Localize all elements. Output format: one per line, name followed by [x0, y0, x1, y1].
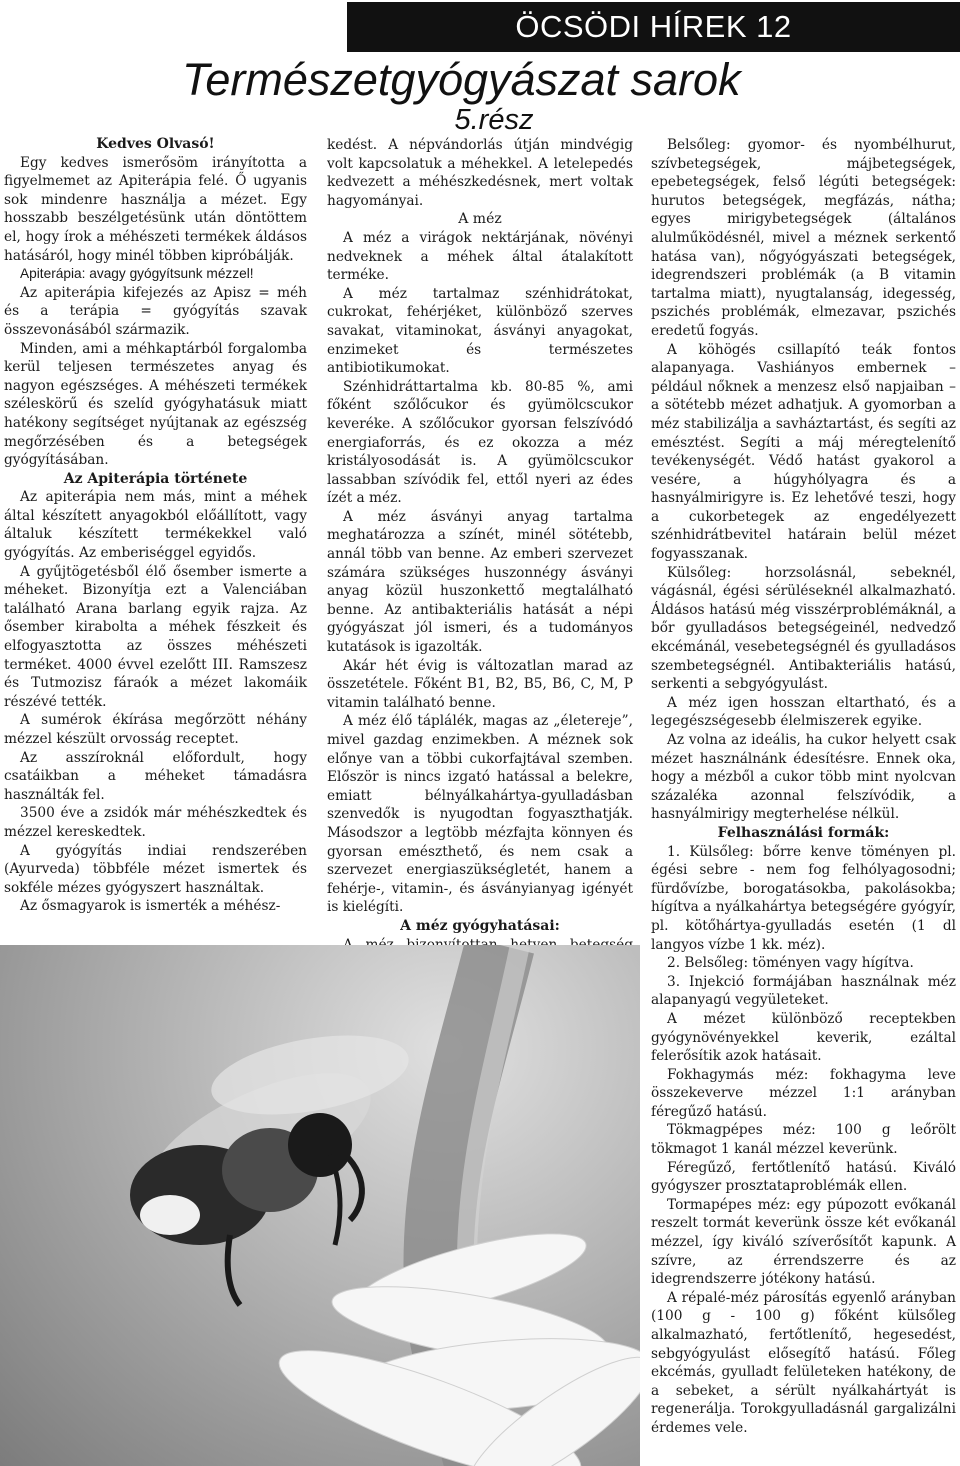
paragraph: Egy kedves ismerősöm irányította a figyelmemet az Apiterápia felé. Ő ugyanis sok mindenre használja a mézet. Egy hosszabb beszélgetésünk után döntöttem el, hogy írok a méhészeti termékek áldásos hatásáról, hogy minél többen kipróbálják.: [4, 154, 307, 264]
greeting-heading: Kedves Olvasó!: [96, 136, 215, 152]
paragraph: A méz élő táplálék, magas az „életereje”, mivel gazdag enzimekben. A méznek sok előnye van a többi cukorfajtával szemben. Először is nincs izgató hatással a belekre, emiatt bélnyálkahártya-gyulladásban szenvedők is nyugodtan fogyaszthatják. Másodszor a legtöbb mézfajta könnyen és gyorsan emészthető, és nem csak a szervezet energiaszükségletét, hanem a fehérje-, vitamin-, és ásványianyag igényét is kielégíti.: [327, 713, 633, 916]
bee: [130, 1022, 415, 1305]
paragraph: Tökmagpépes méz: 100 g leőrölt tökmagot 1 kanál mézzel keverünk.: [651, 1122, 956, 1158]
section-heading: Felhasználási formák:: [717, 824, 890, 841]
page-title: Természetgyógyászat sarok: [182, 54, 741, 105]
part-number: 5.rész: [454, 104, 534, 136]
paragraph: A méz a virágok nektárjának, növényi nedveknek a méhek által átalakított terméke.: [327, 229, 633, 284]
paragraph: A mézet különböző receptekben gyógynövényekkel keverik, ezáltal felerősítik azok hatásait.: [651, 1010, 956, 1065]
bee-illustration: [0, 945, 640, 1466]
paragraph: A sumérok ékírása megőrzött néhány mézzel készült orvosság receptet.: [4, 712, 307, 747]
paragraph: A gyűjtögetésből élő ősember ismerte a méheket. Bizonyítja ezt a Valenciában található Arana barlang egyik rajza. Az ősember kirabolta a méhek fészkeit és elfogyasztotta az összes méhészeti terméket. 4000 évvel ezelőtt III. Ramszesz és Tutmozisz fáraók a mézet lakomáik részévé tették.: [4, 563, 307, 710]
paragraph: 3. Injekció formájában használnak méz alapanyagú vegyületeket.: [651, 973, 956, 1009]
paragraph: 2. Belsőleg: töményen vagy hígítva.: [667, 955, 914, 972]
paragraph: Tormapépes méz: egy púpozott evőkanál reszelt tormát keverünk össze két evőkanál mézzel, így kiváló szíverősítőt kapunk. A szívre, az érrendszerre és az idegrendszerre jótékony hatású.: [651, 1196, 956, 1288]
paragraph: A köhögés csillapító teák fontos alapanyaga. Vashiányos embernek – például nőknek a menzesz első napjaiban – a sötétebb mézet adhatjuk. A gyomorban a méz stabilizálja a savháztartást, és segíti az emésztést. Segíti a máj méregtelenítő tevékenységét. Védő hatást gyakorol a vesére, a húgyhólyagra és a hasnyálmirigyre is. Ez lehetővé teszi, hogy a cukorbetegek az engedélyezett szénhidrátbevitel határain belül mézet fogyasszanak.: [651, 341, 956, 563]
column-3: [651, 136, 956, 1438]
paragraph: Apiterápia: avagy gyógyítsunk mézzel!: [20, 266, 254, 282]
paragraph: A répalé-méz párosítás egyenlő arányban (100 g - 100 g) főként külsőleg alkalmazható, fertőtlenítő, hegesedést, sebgyógyulást elősegítő hatású. Főleg ekcémás, gyulladt felületeken hatékony, de a sebeket, a sérült nyálkahártyát is regenerálja. Torokgyulladásnál gargalizálni érdemes vele.: [651, 1289, 956, 1436]
column-1: [4, 135, 307, 916]
paragraph: Belsőleg: gyomor- és nyombélhurut, szívbetegségek, májbetegségek, epebetegségek, felső légúti betegségek: hurutos betegségek, megfázás, nátha; egyes mirigybetegségek (általános alulműködésnél, mivel a méznek serkentő hatása van), nőgyógyászati betegségek, idegrendszeri problémák (a B vitamin tartalma miatt), nyugtalanság, idegesség, pszichés problémák, elmezavar, pszichés eredetű fogyás.: [651, 137, 956, 339]
paragraph: Az apiterápia kifejezés az Apisz = méh és a terápia = gyógyítás szavak összevonásából származik.: [4, 284, 307, 338]
paragraph: kedést. A népvándorlás útján mindvégig volt kapcsolatuk a méhekkel. A letelepedés kedvezett a méhészkedésnek, mert voltak hagyományai.: [327, 137, 633, 209]
bee-flower-photo: [0, 945, 640, 1466]
paragraph: Fokhagymás méz: fokhagyma leve összekeverve mézzel 1:1 arányban féregűző hatású.: [651, 1066, 956, 1120]
paragraph: Szénhidráttartalma kb. 80-85 %, ami főként szőlőcukor és gyümölcscukor keveréke. A szőlőcukor gyorsan felszívódó energiaforrás, és ez okozza a méz kristályosodását is. A gyümölcscukor lassabban szívódik fel, ettől nyeri az édes ízét a méz.: [327, 378, 633, 507]
paragraph: A méz tartalmaz szénhidrátokat, cukrokat, fehérjéket, különböző szerves savakat, vitaminokat, ásványi anyagokat, enzimeket és természetes antibiotikumokat.: [327, 285, 633, 377]
paragraph: 1. Külsőleg: bőrre kenve töményen pl. égési sebre - nem fog felhólyagosodni; fürdővízbe, borogatásokba, pakolásokba; hígítva a nyálkahártya betegségére gyógyír, pl. kötőhártya-gyulladás esetén (1 dl langyos vízbe 1 kk. méz).: [651, 843, 956, 953]
paragraph: A méz igen hosszan eltartható, és a legegészségesebb élelmiszerek egyike.: [651, 694, 956, 730]
paragraph: Külsőleg: horzsolásnál, sebeknél, vágásnál, égési sérüléseknél alkalmazható. Áldásos hatású még visszérproblémáknál, a bőr gyulladásos betegségeinél, nedvedző ekcémánál, vesebetegségnél és gyulladásos szembetegségnél. Antibakteriális hatású, serkenti a sebgyógyulást.: [651, 564, 956, 693]
section-heading: A méz: [458, 211, 502, 228]
paragraph: A méz ásványi anyag tartalma meghatározza a színét, minél sötétebb, annál több van benne. Az emberi szervezet számára szükséges huszonnégy ásványi anyag közül huszonkettő megtalálható benne. Az antibakteriális hatását a népi gyógyászat jól ismeri, és a tudományos kutatások is igazolták.: [327, 508, 633, 656]
section-heading: A méz gyógyhatásai:: [400, 917, 560, 934]
paragraph: 3500 éve a zsidók már méhészkedtek és mézzel kereskedtek.: [4, 805, 307, 840]
paragraph: Akár hét évig is változatlan marad az összetétele. Főként B1, B2, B5, B6, C, M, P vitamin található benne.: [327, 657, 633, 711]
paragraph: Az volna az ideális, ha cukor helyett csak mézet használnánk édesítésre. Ennek oka, hogy a mézből a cukor több mint nyolcvan százaléka azonnal felszívódik, a hasnyálmirigy megterhelése nélkül.: [651, 732, 956, 823]
paragraph: Az ősmagyarok is ismerték a méhész-: [20, 898, 281, 915]
paragraph: Az apiterápia nem más, mint a méhek által készített anyagokból előállított, vagy általuk készített termékekkel való gyógyítás. Az emberiséggel egyidős.: [4, 489, 307, 562]
paragraph: Féregűző, fertőtlenítő hatású. Kiváló gyógyszer prosztataproblémák ellen.: [651, 1159, 956, 1195]
paragraph: Az asszíroknál előfordult, hogy csatáikban a méheket támadásra használták fel.: [4, 749, 307, 803]
section-header-badge: ÖCSÖDI HÍREK 12: [347, 2, 960, 52]
section-heading: Az Apiterápia története: [63, 470, 248, 487]
column-2: [327, 136, 633, 973]
paragraph: A gyógyítás indiai rendszerében (Ayurveda) többféle mézet ismertek és sokféle mézes gyógyszert használtak.: [4, 842, 307, 896]
paragraph: Minden, ami a méhkaptárból forgalomba kerül teljesen természetes anyag és nagyon egészséges. A méhészeti termékek széleskörű és szelíd gyógyhatásuk miatt hatékony segítséget nyújtanak az egészség megőrzésében és a betegségek gyógyításában.: [4, 340, 307, 469]
